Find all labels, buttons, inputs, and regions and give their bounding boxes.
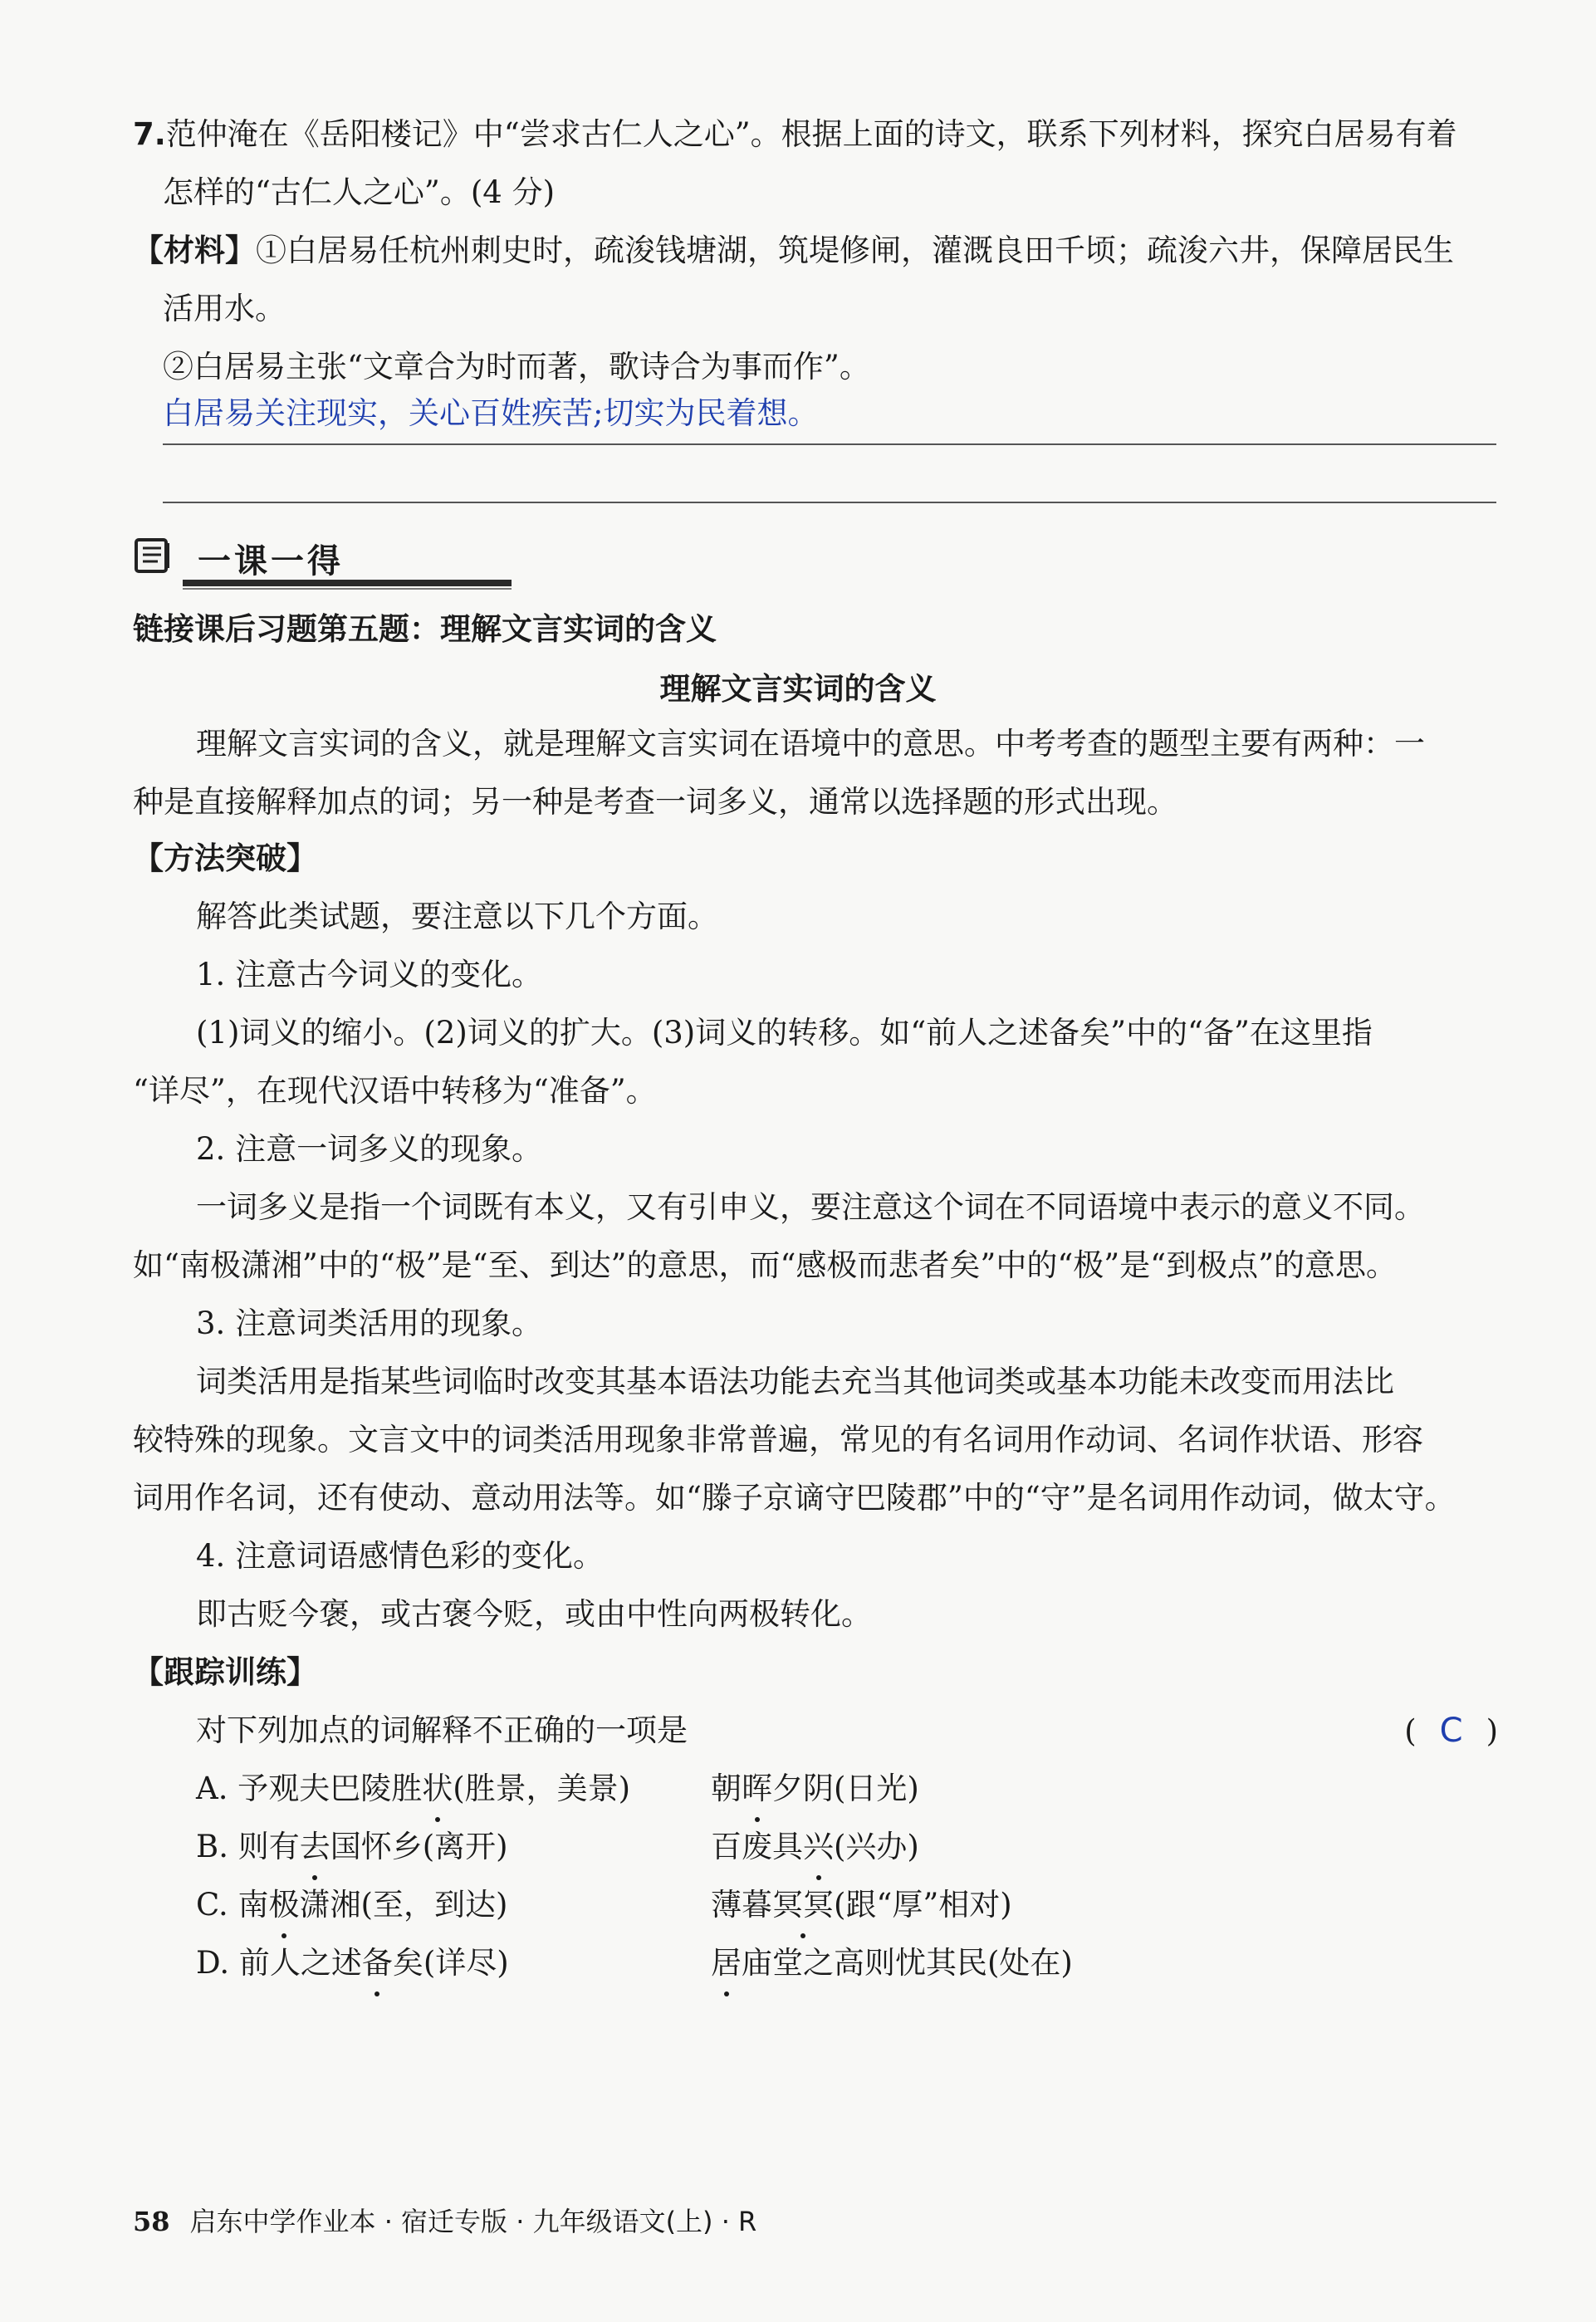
section-heading: 理解文言实词的含义 (659, 671, 937, 707)
q7-material2: ②白居易主张“文章合为时而著，歌诗合为事而作”。 (163, 349, 870, 385)
point3-title: 3. 注意词类活用的现象。 (196, 1306, 543, 1341)
option-text: (跟“厚”相对) (834, 1887, 1012, 1923)
dotted-word: 居 (711, 1938, 742, 1988)
material1-text-1: ①白居易任杭州刺史时，疏浚钱塘湖，筑堤修闸，灌溉良田千顷；疏浚六井，保障居民生 (256, 233, 1454, 268)
option-b-left (196, 1822, 508, 1872)
point1-line1: (1)词义的缩小。(2)词义的扩大。(3)词义的转移。如“前人之述备矣”中的“备”在这里指 (196, 1015, 1373, 1051)
dotted-word: 兴 (803, 1822, 834, 1872)
link-exercise: 链接课后习题第五题：理解文言实词的含义 (133, 611, 717, 647)
option-text: 百废具 (711, 1829, 803, 1864)
option-d-left (196, 1938, 509, 1988)
dotted-word: 状 (422, 1764, 453, 1814)
point1-title: 1. 注意古今词义的变化。 (196, 957, 543, 992)
section-header (133, 532, 399, 585)
dotted-word: 去 (300, 1822, 330, 1872)
q7-stem-line2: 怎样的“古仁人之心”。(4 分) (163, 174, 556, 210)
point1-line2: “详尽”，在现代汉语中转移为“准备”。 (133, 1073, 657, 1109)
option-d-right (711, 1938, 1073, 1988)
point3-line1: 词类活用是指某些词临时改变其基本语法功能去充当其他词类或基本功能未改变而用法比 (196, 1364, 1394, 1399)
q7-material1-line1 (133, 226, 1496, 276)
point4-line1: 即古贬今褒，或古褒今贬，或由中性向两极转化。 (196, 1596, 872, 1632)
dotted-word: 极 (269, 1880, 300, 1930)
bracket-close: ) (1486, 1713, 1498, 1749)
point2-line2: 如“南极潇湘”中的“极”是“至、到达”的意思，而“感极而悲者矣”中的“极”是“到极点”的意思。 (133, 1247, 1397, 1283)
option-text: 矣(详尽) (392, 1945, 509, 1981)
option-text: D. 前人之述 (196, 1945, 362, 1981)
point4-title: 4. 注意词语感情色彩的变化。 (196, 1538, 605, 1574)
bracket-open: ( (1404, 1713, 1417, 1749)
option-text: 夕阴(日光) (772, 1771, 919, 1806)
point2-line1: 一词多义是指一个词既有本义，又有引申义，要注意这个词在不同语境中表示的意义不同。 (196, 1189, 1425, 1225)
option-text: 潇湘(至，到达) (299, 1887, 508, 1923)
section-title-bar-thin (183, 588, 512, 590)
option-a-right (711, 1764, 919, 1814)
dotted-word: 晖 (742, 1764, 772, 1814)
q7-answer: 白居易关注现实，关心百姓疾苦;切实为民着想。 (163, 395, 819, 431)
page-number: 58 (133, 2206, 170, 2237)
section-title: 一课一得 (198, 542, 344, 580)
answer-line-2 (163, 502, 1496, 503)
option-c-right (711, 1880, 1012, 1930)
option-a-left (196, 1764, 630, 1814)
practice-label: 【跟踪训练】 (133, 1654, 317, 1690)
answer-line-1 (163, 443, 1496, 445)
option-text: A. 予观夫巴陵胜 (196, 1771, 423, 1806)
q7-stem-line1 (133, 110, 1496, 159)
point3-line2: 较特殊的现象。文言文中的词类活用现象非常普遍，常见的有名词用作动词、名词作状语、形容 (133, 1422, 1423, 1457)
point3-line3: 词用作名词，还有使动、意动用法等。如“滕子京谪守巴陵郡”中的“守”是名词用作动词，做太守。 (133, 1480, 1456, 1516)
notebook-icon (133, 536, 173, 575)
dotted-word: 冥冥 (772, 1880, 834, 1930)
method-intro: 解答此类试题，要注意以下几个方面。 (196, 899, 718, 934)
page-footer (133, 2202, 756, 2241)
intro-line1: 理解文言实词的含义，就是理解文言实词在语境中的意思。中考考查的题型主要有两种：一 (196, 726, 1425, 762)
book-title: 启东中学作业本 · 宿迁专版 · 九年级语文(上) · R (189, 2206, 757, 2237)
option-text: C. 南 (196, 1887, 269, 1923)
q7-number: 7. (133, 116, 166, 152)
option-c-left (196, 1880, 507, 1930)
method-label: 【方法突破】 (133, 840, 317, 876)
choice-answer: C (1439, 1712, 1463, 1750)
q7-material1-line2: 活用水。 (163, 291, 286, 326)
option-text: 庙堂之高则忧其民(处在) (742, 1945, 1073, 1981)
option-b-right (711, 1822, 919, 1872)
option-text: 国怀乡(离开) (330, 1829, 508, 1864)
option-text: (胜景，美景) (453, 1771, 631, 1806)
point2-title: 2. 注意一词多义的现象。 (196, 1131, 543, 1167)
material-label: 【材料】 (133, 233, 256, 268)
option-text: B. 则有 (196, 1829, 300, 1864)
answer-bracket (1404, 1706, 1498, 1756)
intro-line2: 种是直接解释加点的词；另一种是考查一词多义，通常以选择题的形式出现。 (133, 784, 1177, 820)
option-text: 朝 (711, 1771, 742, 1806)
dotted-word: 备 (362, 1938, 393, 1988)
option-text: (兴办) (834, 1829, 919, 1864)
q7-stem-text-1: 范仲淹在《岳阳楼记》中“尝求古仁人之心”。根据上面的诗文，联系下列材料，探究白居易有着 (165, 116, 1457, 152)
option-text: 薄暮 (711, 1887, 772, 1923)
practice-question: 对下列加点的词解释不正确的一项是 (196, 1712, 688, 1748)
